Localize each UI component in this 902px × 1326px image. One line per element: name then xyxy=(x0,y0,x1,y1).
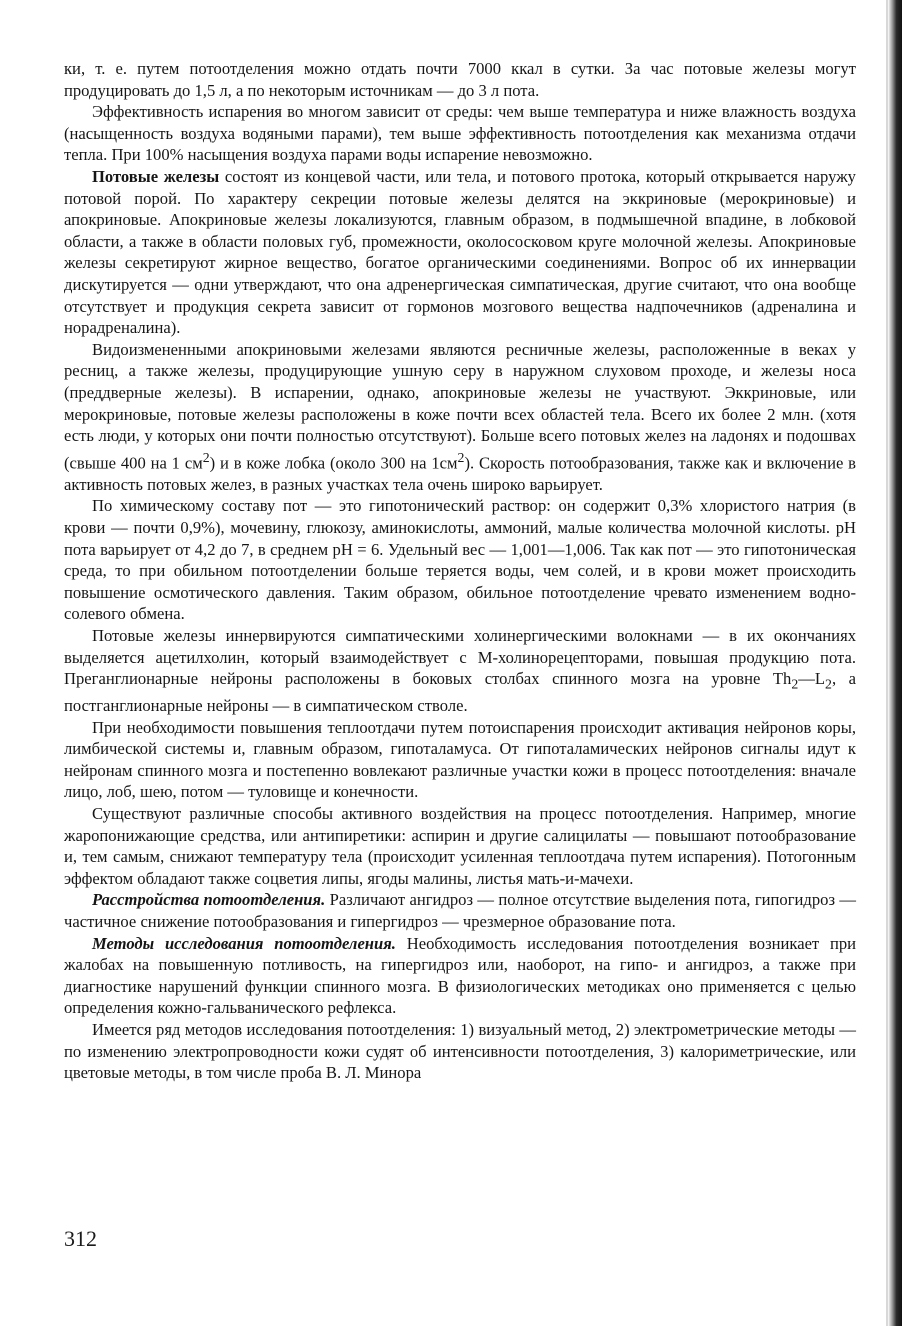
page-body xyxy=(64,58,856,1084)
paragraph-lead-term: Расстройства потоотделения. xyxy=(92,890,326,910)
paragraph-text: Различают ангидроз — полное отсутствие выделения пота, гипогидроз — частичное снижение потообразования и гипергидроз — чрезмерное образование пота. xyxy=(64,890,856,931)
paragraph-text: , а постганглионарные нейроны — в симпатическом стволе. xyxy=(64,669,856,716)
paragraph-text: ки, т. е. путем потоотделения можно отдать почти 7000 ккал в сутки. За час потовые железы могут продуцировать до 1,5 л, а по некоторым источникам — до 3 л пота. xyxy=(64,59,856,100)
paragraph-lead-term: Методы исследования потоотделения. xyxy=(92,933,396,953)
paragraph-chemical-composition xyxy=(64,495,856,625)
paragraph-methods-list xyxy=(64,1019,856,1084)
paragraph-modified-glands xyxy=(64,339,856,496)
paragraph-text: ). Скорость потообразования, также как и включение в активность потовых желез, в разных участках тела очень широко варьирует. xyxy=(64,453,856,494)
subscript: 2 xyxy=(791,676,799,692)
paragraph-disorders xyxy=(64,889,856,932)
paragraph-text: Необходимость исследования потоотделения возникает при жалобах на повышенную потливость, на гипергидроз или, наоборот, на гипо- и ангидроз, а также при диагностике нарушений функции спинного мозга. В физиологических методиках оно применяется с целью определения кожно-гальванического рефлекса. xyxy=(64,933,857,1018)
paragraph-activation xyxy=(64,717,856,803)
paragraph-influence xyxy=(64,803,856,889)
superscript: 2 xyxy=(202,449,210,465)
paragraph-text: Существуют различные способы активного воздействия на процесс потоотделения. Например, многие жаропонижающие средства, или антипиретики: аспирин и другие салицилаты — повышают потообразование и, тем самым, снижают температуру тела (происходит усиленная теплоотдача путем испарения). Потогонным эффектом обладают также соцветия липы, ягоды малины, листья мать-и-мачехи. xyxy=(64,804,856,888)
paragraph-methods xyxy=(64,933,856,1019)
scan-edge xyxy=(888,0,902,1326)
paragraph-text: По химическому составу пот — это гипотонический раствор: он содержит 0,3% хлористого натрия (в крови — почти 0,9%), мочевину, глюкозу, аминокислоты, аммоний, малые количества молочной кислоты. pH пота варьирует от 4,2 до 7, в среднем pH = 6. Удельный вес — 1,001—1,006. Так как пот — это гипотоническая среда, то при обильном потоотделении больше теряется воды, чем солей, и в крови может происходить повышение осмотического давления. Таким образом, обильное потоотделение чревато изменением водно-солевого обмена. xyxy=(64,496,856,624)
paragraph-lead-term: Потовые железы xyxy=(92,166,220,186)
paragraph-innervation xyxy=(64,625,856,717)
paragraph-text: состоят из концевой части, или тела, и потового протока, который открывается наружу потовой порой. По характеру секреции потовые железы делятся на эккриновые (мерокриновые) и апокриновые. Апокриновые железы локализуются, главным образом, в подмышечной впадине, в лобковой области, а также в области половых губ, промежности, околососковом круге молочной железы. Апокриновые железы секретируют жирное вещество, богатое органическими соединениями. Вопрос об их иннервации дискутируется — одни утверждают, что она адренергическая симпатическая, другие считают, что она вообще отсутствует и продукция секрета зависит от гормонов мозгового вещества надпочечников (адреналина и норадреналина). xyxy=(64,166,856,338)
paragraph-text: Потовые железы иннервируются симпатическими холинергическими волокнами — в их окончаниях выделяется ацетилхолин, который взаимодействует с М-холинорецепторами, повышая продукцию пота. Преганглионарные нейроны расположены в боковых столбах спинного мозга на уровне Th xyxy=(64,625,856,689)
paragraph-text: —L xyxy=(798,669,826,689)
paragraph-text: Имеется ряд методов исследования потоотделения: 1) визуальный метод, 2) электрометрические методы — по изменению электропроводности кожи судят об интенсивности потоотделения, 3) калориметрические, или цветовые методы, в том числе проба В. Л. Минора xyxy=(64,1019,856,1083)
paragraph-sweat-glands xyxy=(64,166,856,339)
superscript: 2 xyxy=(457,449,465,465)
paragraph-text: При необходимости повышения теплоотдачи путем потоиспарения происходит активация нейронов коры, лимбической системы и, главным образом, гипоталамуса. От гипоталамических нейронов сигналы идут к нейронам спинного мозга и постепенно вовлекают различные участки кожи в процесс потоотделения: вначале лицо, лоб, шею, потом — туловище и конечности. xyxy=(64,717,856,802)
paragraph-text: Видоизмененными апокриновыми железами являются ресничные железы, расположенные в веках у ресниц, а также железы, продуцирующие ушную серу в наружном слуховом проходе, и железы носа (преддверные железы). В испарении, однако, апокриновые железы не участвуют. Эккриновые, или мерокриновые, потовые железы расположены в коже почти всех областей тела. Всего их более 2 млн. (хотя есть люди, у которых они почти полностью отсутствуют). Больше всего потовых желез на ладонях и подошвах (свыше 400 на 1 см xyxy=(64,339,856,473)
subscript: 2 xyxy=(825,676,832,692)
paragraph-evaporation xyxy=(64,101,856,166)
paragraph-continuation xyxy=(64,58,856,101)
paragraph-text: ) и в коже лобка (около 300 на 1см xyxy=(209,453,458,473)
page-number: 312 xyxy=(64,1226,97,1251)
paragraph-text: Эффективность испарения во многом зависит от среды: чем выше температура и ниже влажность воздуха (насыщенность воздуха водяными парами), тем выше эффективность потоотделения как механизма отдачи тепла. При 100% насыщения воздуха парами воды испарение невозможно. xyxy=(64,102,856,165)
